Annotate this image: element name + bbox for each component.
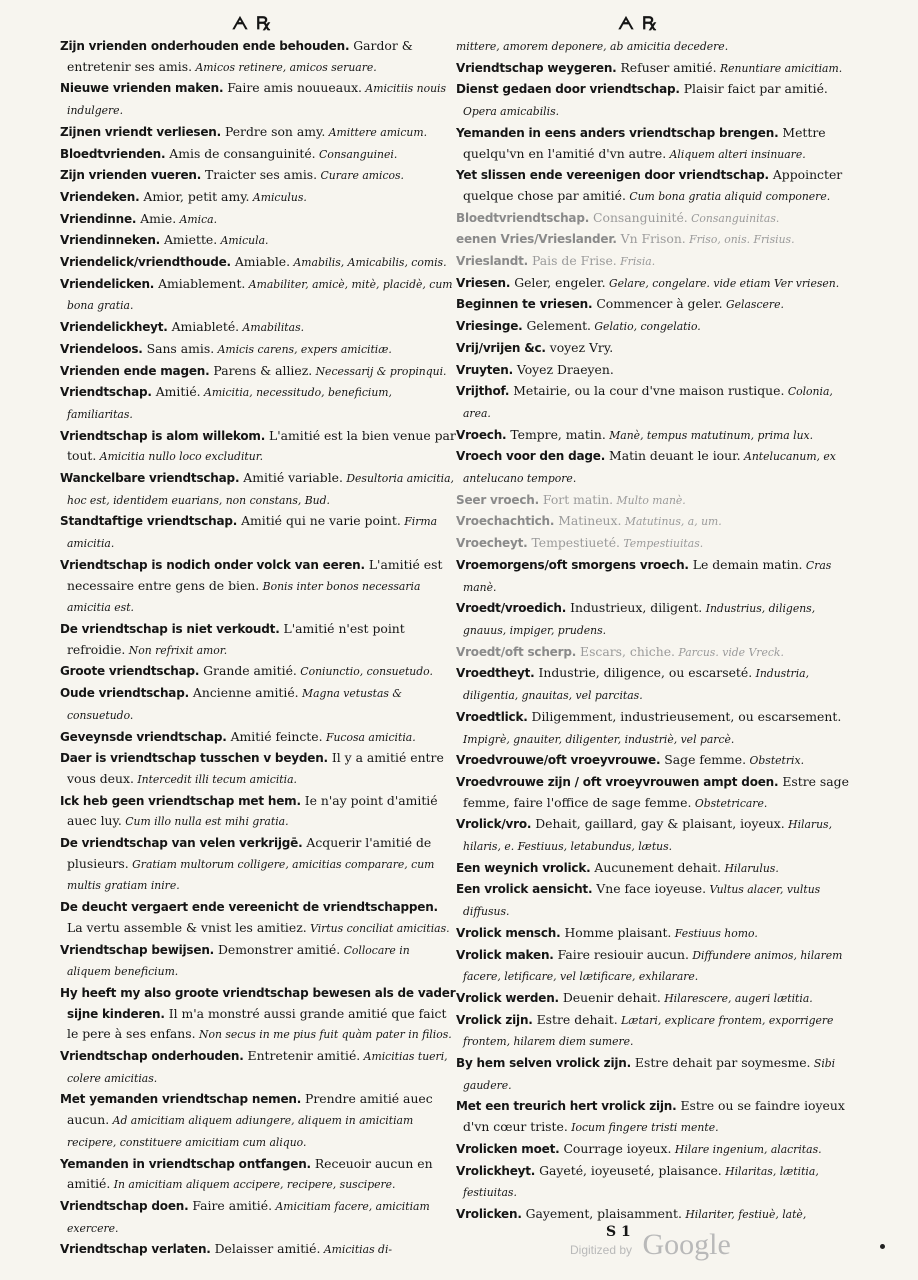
french-translation: Receuoir aucun en amitié. [67, 1155, 433, 1192]
french-translation: Estre dehait. [532, 1011, 618, 1027]
latin-translation: Bonis inter bonos necessaria amicitia est. [67, 579, 421, 615]
french-translation: Amitié. [151, 384, 201, 400]
latin-translation: Hilare ingenium, alacritas. [671, 1142, 822, 1156]
latin-translation: Industria, diligentia, gnauitas, vel parcitas. [463, 667, 810, 703]
latin-translation: In amicitiam aliquem accipere, recipere, suscipere. [110, 1178, 396, 1192]
latin-translation: Amicitiam facere, amicitiam exercere. [67, 1199, 430, 1235]
french-translation: Dehait, gaillard, gay & plaisant, ioyeux. [531, 816, 785, 832]
dictionary-entry [60, 983, 456, 1046]
dictionary-entry [456, 425, 852, 447]
latin-translation: Cras manè. [463, 558, 832, 594]
latin-translation: Frisia. [616, 255, 656, 269]
dictionary-entry [456, 1053, 852, 1096]
french-translation: Traicter ses amis. [201, 167, 318, 183]
french-translation: Amitié feincte. [226, 728, 323, 744]
latin-translation: Obstetricare. [691, 796, 768, 810]
latin-translation: Consanguinei. [315, 147, 398, 161]
french-translation: Il y a amitié entre vous deux. [67, 750, 444, 786]
headword: Zijn vrienden onderhouden ende behouden. [60, 39, 350, 53]
headword: Daer is vriendtschap tusschen v beyden. [60, 751, 328, 766]
french-translation: Sans amis. [142, 340, 215, 356]
headword: Vriendinne. [60, 211, 137, 226]
dictionary-entry [456, 1161, 852, 1204]
dictionary-entry [60, 252, 456, 274]
headword: Vruyten. [456, 362, 513, 377]
left-column [60, 36, 456, 1261]
french-translation: Escars, chiche. [576, 643, 675, 659]
dictionary-entry [456, 555, 852, 598]
watermark [570, 1228, 731, 1262]
french-translation: L'amitié n'est point refroidie. [67, 620, 405, 657]
latin-translation: Colonia, area. [463, 385, 833, 420]
dictionary-entry [60, 833, 456, 897]
latin-translation: Fucosa amicitia. [322, 730, 416, 744]
headword: Vrolick/vro. [456, 817, 532, 832]
french-translation: Estre ou se faindre ioyeux d'vn cœur triste. [463, 1098, 845, 1135]
headword: Vriendtschap. [60, 385, 152, 400]
headword: Vriendinneken. [60, 233, 161, 248]
french-translation: Industrie, diligence, ou escarseté. [534, 665, 753, 681]
french-translation: Diligemment, industrieusement, ou escarsement. [527, 708, 842, 724]
french-translation: Gayeté, ioyeuseté, plaisance. [535, 1162, 722, 1178]
dictionary-entry [60, 748, 456, 790]
headword: Vriendtschap doen. [60, 1198, 189, 1213]
french-translation: Amiablement. [154, 275, 246, 291]
headword: Vroechachtich. [456, 514, 555, 529]
headword: Vriesinge. [456, 319, 523, 334]
dictionary-entry [456, 316, 852, 338]
latin-translation: Hilarescere, augeri lætitia. [660, 991, 813, 1005]
french-translation: L'amitié est necessaire entre gens de bien. [67, 556, 443, 593]
latin-translation: Magna vetustas & consuetudo. [67, 687, 402, 722]
dictionary-entry [456, 36, 852, 58]
dictionary-entry [456, 642, 852, 664]
headword: Zijnen vriendt verliesen. [60, 124, 221, 139]
latin-translation: Desultoria amicitia, hoc est, identidem euarians, non constans, Bud. [67, 472, 454, 507]
french-translation: Fort matin. [538, 491, 614, 507]
headword: De vriendtschap van velen verkrijgē. [60, 836, 303, 851]
dictionary-entry [456, 446, 852, 489]
french-translation: Pais de Frise. [528, 253, 617, 269]
headword: Nieuwe vrienden maken. [60, 81, 224, 96]
headword: Vrolick mensch. [456, 925, 561, 940]
dictionary-entry [456, 294, 852, 316]
latin-translation: Amicitias di- [320, 1243, 393, 1257]
dictionary-entry [60, 361, 456, 383]
latin-translation: Amabilitas. [239, 321, 305, 335]
french-translation: Aucunement dehait. [590, 859, 722, 875]
headword: Wanckelbare vriendtschap. [60, 471, 240, 486]
latin-translation: Cum bona gratia aliquid componere. [625, 189, 831, 203]
dictionary-entry [60, 619, 456, 661]
latin-translation: Intercedit illi tecum amicitia. [133, 772, 297, 786]
dictionary-entry [456, 772, 852, 814]
french-translation: Vne face ioyeuse. [592, 881, 707, 897]
headword: Geveynsde vriendtschap. [60, 729, 227, 744]
french-translation: Geler, engeler. [510, 274, 606, 290]
latin-translation: Virtus conciliat amicitias. [306, 921, 450, 935]
headword: Vroedvrouwe/oft vroeyvrouwe. [456, 753, 661, 768]
latin-translation: Hilariter, festiuè, latè, [681, 1207, 807, 1221]
latin-translation: Cum illo nulla est mihi gratia. [121, 815, 289, 829]
headword: By hem selven vrolick zijn. [456, 1056, 631, 1071]
latin-translation: Amiculus. [249, 190, 307, 204]
dictionary-entry [456, 945, 852, 988]
french-translation: Plaisir faict par amitié. [679, 81, 828, 97]
french-translation: Prendre amitié auec aucun. [67, 1091, 433, 1128]
headword: Vriendelick/vriendthoude. [60, 255, 231, 270]
headword: Standtaftige vriendtschap. [60, 514, 238, 529]
page-number: S 1 [606, 1224, 631, 1240]
headword: Vroedvrouwe zijn / oft vroeyvrouwen ampt doen. [456, 774, 779, 789]
latin-translation: Amabiliter, amicè, mitè, placidè, cum bona gratia. [67, 277, 453, 313]
dictionary-entry [60, 1154, 456, 1196]
french-translation: Acquerir l'amitié de plusieurs. [67, 835, 432, 871]
latin-translation: Hilarulus. [721, 861, 779, 875]
dictionary-entry [60, 1089, 456, 1153]
latin-translation: Amicula. [217, 234, 269, 248]
dictionary-entry [60, 274, 456, 317]
headword: De vriendtschap is niet verkoudt. [60, 621, 280, 636]
headword: eenen Vries/Vrieslander. [456, 232, 617, 247]
headword: Vriendtschap weygeren. [456, 60, 617, 75]
french-translation: Ie n'ay point d'amitié auec luy. [67, 792, 438, 829]
dictionary-entry [456, 707, 852, 750]
headword: Zijn vrienden vueren. [60, 168, 202, 183]
french-translation: Industrieux, diligent. [566, 600, 703, 616]
latin-translation: Amicitia, necessitudo, beneficium, familiaritas. [67, 386, 392, 421]
dictionary-entry [456, 663, 852, 706]
dictionary-entry [60, 382, 456, 425]
french-translation: Faire amis nouueaux. [223, 80, 362, 96]
dictionary-entry [60, 468, 456, 511]
headword: Vriendtschap is alom willekom. [60, 428, 266, 443]
headword: Vriendelicken. [60, 276, 155, 291]
french-translation: Appoincter quelque chose par amitié. [463, 167, 843, 203]
latin-translation: Curare amicos. [317, 169, 404, 183]
french-translation: voyez Vry. [545, 339, 614, 355]
dictionary-entry [456, 360, 852, 382]
headword: Vroech voor den dage. [456, 449, 606, 464]
french-translation: Commencer à geler. [592, 296, 723, 312]
french-translation: Gayement, plaisamment. [521, 1205, 682, 1221]
french-translation: Amie. [136, 210, 177, 226]
latin-translation: Diffundere animos, hilarem facere, letificare, vel lætificare, exhilarare. [463, 948, 843, 984]
latin-translation: Amicitia nullo loco excluditur. [96, 450, 264, 464]
french-translation: Courrage ioyeux. [559, 1140, 672, 1156]
headword: Vriendelickheyt. [60, 320, 168, 335]
latin-translation: Aliquem alteri insinuare. [666, 147, 806, 161]
headword: Vroecheyt. [456, 536, 528, 551]
dictionary-entry [456, 79, 852, 122]
french-translation: Amiableté. [167, 319, 240, 335]
dictionary-entry [60, 1196, 456, 1239]
latin-translation: Amabilis, Amicabilis, comis. [290, 256, 447, 270]
latin-translation: Parcus. vide Vreck. [675, 645, 784, 659]
headword: Dienst gedaen door vriendtschap. [456, 82, 680, 97]
headword: Vriendtschap onderhouden. [60, 1049, 244, 1064]
latin-translation: Multo manè. [613, 493, 686, 507]
dictionary-entry [456, 490, 852, 512]
french-translation: Homme plaisant. [560, 924, 672, 940]
dictionary-entry [60, 317, 456, 339]
headword: Yet slissen ende vereenigen door vriendtschap. [456, 168, 769, 183]
latin-translation: Renuntiare amicitiam. [716, 61, 843, 75]
latin-translation: Hilaritas, lætitia, festiuitas. [463, 1164, 819, 1200]
french-translation: Grande amitié. [199, 663, 297, 679]
headword: Vrij/vrijen &c. [456, 340, 546, 355]
headword: Vrijthof. [456, 384, 510, 399]
dictionary-entry [60, 555, 456, 619]
dictionary-entry [60, 511, 456, 554]
dictionary-entry [456, 598, 852, 641]
headword: Vriendeloos. [60, 341, 143, 356]
french-translation: Mettre quelqu'vn en l'amitié d'vn autre. [463, 124, 826, 161]
latin-translation: Firma amicitia. [67, 515, 438, 551]
french-translation: Ancienne amitié. [188, 685, 299, 701]
french-translation: Parens & alliez. [209, 362, 313, 378]
latin-translation: Obstetrix. [746, 754, 805, 768]
french-translation: Amis de consanguinité. [165, 145, 316, 161]
french-translation: Consanguinité. [589, 209, 688, 225]
french-translation: Amitié variable. [239, 470, 343, 486]
headword: Vroedt/vroedich. [456, 601, 567, 616]
headword: Vroedtheyt. [456, 666, 535, 681]
dictionary-entry [456, 533, 852, 555]
dictionary-entry [60, 426, 456, 468]
dictionary-entry [456, 1204, 852, 1226]
french-translation: Tempestiueté. [527, 535, 620, 551]
latin-translation: Manè, tempus matutinum, prima lux. [605, 428, 814, 442]
latin-translation: Necessarij & propinqui. [312, 364, 447, 378]
latin-translation: Festiuus homo. [671, 926, 758, 940]
french-translation: Tempre, matin. [506, 426, 606, 442]
latin-translation: Opera amicabilis. [463, 105, 560, 119]
french-translation: Refuser amitié. [616, 59, 717, 75]
dictionary-entry [456, 511, 852, 533]
headword: Bloedtvriendtschap. [456, 210, 590, 225]
dictionary-entry [456, 251, 852, 273]
dictionary-entry [60, 897, 456, 939]
dictionary-entry [60, 791, 456, 833]
dictionary-entry [456, 750, 852, 772]
dictionary-entry [60, 122, 456, 144]
french-translation: Le demain matin. [688, 556, 803, 572]
french-translation: Estre dehait par soymesme. [630, 1055, 811, 1071]
dictionary-entry [456, 165, 852, 207]
french-translation: Delaisser amitié. [210, 1241, 321, 1257]
headword: Vriesen. [456, 275, 511, 290]
headword: Hy heeft my also groote vriendtschap bewesen als de vader sijne kinderen. [60, 985, 456, 1021]
french-translation: Entretenir amitié. [243, 1048, 361, 1064]
french-translation: Vn Frison. [616, 231, 686, 247]
dictionary-entry [456, 1139, 852, 1161]
headword: Vrolick werden. [456, 990, 559, 1005]
headword: Vroedtlick. [456, 709, 528, 724]
right-column [456, 36, 852, 1226]
dictionary-entry [60, 36, 456, 78]
french-translation: Faire amitié. [188, 1197, 273, 1213]
latin-translation: Amicos retinere, amicos seruare. [192, 60, 377, 74]
french-translation: La vertu assemble & vnist les amitiez. [67, 919, 307, 935]
french-translation: Metairie, ou la cour d'vne maison rustique. [509, 383, 785, 399]
headword: Ick heb geen vriendtschap met hem. [60, 793, 301, 808]
latin-translation: Amica. [176, 212, 218, 226]
headword: Een vrolick aensicht. [456, 882, 593, 897]
dictionary-entry [60, 661, 456, 683]
latin-translation: Impigrè, gnauiter, diligenter, industriè, vel parcè. [463, 732, 735, 746]
french-translation: Amior, petit amy. [139, 188, 250, 204]
dictionary-entry [60, 1046, 456, 1089]
latin-translation: Antelucanum, ex antelucano tempore. [463, 450, 836, 486]
latin-translation: Gelare, congelare. vide etiam Ver vriesen. [605, 276, 840, 290]
latin-translation: Non refrixit amor. [125, 643, 228, 657]
latin-translation: Non secus in me pius fuit quàm pater in filios. [195, 1028, 452, 1042]
dictionary-entry [60, 209, 456, 231]
headword: Beginnen te vriesen. [456, 297, 593, 312]
headword: Vrolicken. [456, 1206, 522, 1221]
headword: Groote vriendtschap. [60, 664, 200, 679]
latin-translation: Ad amicitiam aliquem adiungere, aliquem in amicitiam recipere, constituere amicitiam cum aliquo. [67, 1114, 414, 1149]
dictionary-entry [456, 208, 852, 230]
latin-translation: Amicis carens, expers amicitiæ. [214, 342, 392, 356]
headword: Een weynich vrolick. [456, 860, 591, 875]
latin-translation: Gratiam multorum colligere, amicitias comparare, cum multis gratiam inire. [67, 857, 435, 893]
latin-translation: Hilarus, hilaris, e. Festiuus, letabundus, lætus. [463, 818, 833, 854]
french-translation: Demonstrer amitié. [214, 941, 341, 957]
dictionary-entry [456, 879, 852, 922]
french-translation: Sage femme. [660, 752, 747, 768]
dictionary-entry [456, 229, 852, 251]
dictionary-entry [456, 923, 852, 945]
latin-translation: Coniunctio, consuetudo. [296, 665, 433, 679]
french-translation: Il m'a monstré aussi grande amitié que faict le pere à ses enfans. [67, 1005, 447, 1042]
dictionary-entry [456, 814, 852, 857]
latin-translation: Amittere amicum. [325, 125, 428, 139]
dictionary-entry [60, 144, 456, 166]
headword: Vrieslandt. [456, 254, 529, 269]
headword: Bloedtvrienden. [60, 146, 166, 161]
headword: Vroemorgens/oft smorgens vroech. [456, 557, 689, 572]
latin-translation: mittere, amorem deponere, ab amicitia decedere. [456, 40, 729, 53]
headword: Vroedt/oft scherp. [456, 644, 577, 659]
headword: Vrolickheyt. [456, 1163, 536, 1178]
headword: Vrolick maken. [456, 947, 554, 962]
french-translation: Deuenir dehait. [558, 989, 661, 1005]
headword: Vriendtschap is nodich onder volck van eeren. [60, 557, 365, 572]
dictionary-entry [60, 1239, 456, 1261]
french-translation: L'amitié est la bien venue par tout. [67, 427, 456, 464]
dictionary-entry [60, 940, 456, 983]
dictionary-entry [456, 123, 852, 165]
latin-translation: Amicitias tueri, colere amicitias. [67, 1050, 448, 1085]
french-translation: Matineux. [554, 513, 622, 529]
watermark-small-text: Digitized by [570, 1243, 633, 1257]
dictionary-entry [456, 381, 852, 424]
latin-translation: Consanguinitas. [687, 211, 780, 225]
page-header-right: ᗅ ℞ [618, 14, 658, 34]
dictionary-entry [456, 58, 852, 80]
headword: Vrolicken moet. [456, 1141, 560, 1156]
dictionary-entry [60, 230, 456, 252]
dictionary-entry [456, 338, 852, 360]
dictionary-entry [60, 683, 456, 726]
dictionary-entry [456, 273, 852, 295]
latin-translation: Sibi gaudere. [463, 1057, 836, 1092]
page-header-left: ᗅ ℞ [232, 14, 272, 34]
headword: Vrienden ende magen. [60, 363, 210, 378]
latin-translation: Vultus alacer, vultus diffusus. [463, 883, 821, 919]
french-translation: Gelement. [522, 318, 591, 334]
dictionary-entry [456, 1010, 852, 1053]
latin-translation: Amicitiis nouis indulgere. [67, 82, 447, 118]
dictionary-entry [60, 187, 456, 209]
latin-translation: Friso, onis. Frisius. [685, 233, 795, 247]
headword: Vriendeken. [60, 189, 140, 204]
headword: Seer vroech. [456, 492, 539, 507]
headword: Vriendtschap bewijsen. [60, 942, 215, 957]
headword: Vroech. [456, 427, 507, 442]
french-translation: Faire resiouir aucun. [553, 946, 689, 962]
headword: Met een treurich hert vrolick zijn. [456, 1099, 677, 1114]
headword: Oude vriendtschap. [60, 686, 189, 701]
dictionary-entry [60, 78, 456, 121]
headword: Yemanden in vriendtschap ontfangen. [60, 1156, 311, 1171]
french-translation: Gardor & entretenir ses amis. [67, 38, 413, 74]
latin-translation: Iocum fingere tristi mente. [567, 1121, 719, 1135]
french-translation: Voyez Draeyen. [512, 361, 614, 377]
headword: Vriendtschap verlaten. [60, 1242, 211, 1257]
dictionary-entry [456, 858, 852, 880]
dictionary-entry [60, 165, 456, 187]
dictionary-entry [456, 1096, 852, 1138]
latin-translation: Industrius, diligens, gnauus, impiger, prudens. [463, 602, 816, 637]
french-translation: Estre sage femme, faire l'office de sage femme. [463, 773, 849, 810]
latin-translation: Gelatio, congelatio. [591, 320, 701, 334]
french-translation: Amiable. [230, 254, 291, 270]
latin-translation: Collocare in aliquem beneficium. [67, 943, 410, 979]
watermark-logo-text: Google [642, 1228, 731, 1261]
headword: De deucht vergaert ende vereenicht de vriendtschappen. [60, 900, 438, 915]
headword: Vrolick zijn. [456, 1012, 533, 1027]
latin-translation: Matutinus, a, um. [621, 515, 722, 529]
latin-translation: Lætari, explicare frontem, exporrigere frontem, hilarem diem sumere. [463, 1013, 834, 1049]
headword: Met yemanden vriendtschap nemen. [60, 1092, 302, 1107]
headword: Yemanden in eens anders vriendtschap brengen. [456, 125, 779, 140]
dictionary-entry [60, 339, 456, 361]
ink-dot [880, 1244, 885, 1249]
latin-translation: Tempestiuitas. [619, 537, 704, 551]
dictionary-entry [60, 727, 456, 749]
french-translation: Perdre son amy. [221, 123, 326, 139]
dictionary-entry [456, 988, 852, 1010]
french-translation: Amiette. [160, 232, 218, 248]
latin-translation: Gelascere. [722, 298, 784, 312]
french-translation: Matin deuant le iour. [605, 448, 741, 464]
french-translation: Amitié qui ne varie point. [237, 513, 401, 529]
